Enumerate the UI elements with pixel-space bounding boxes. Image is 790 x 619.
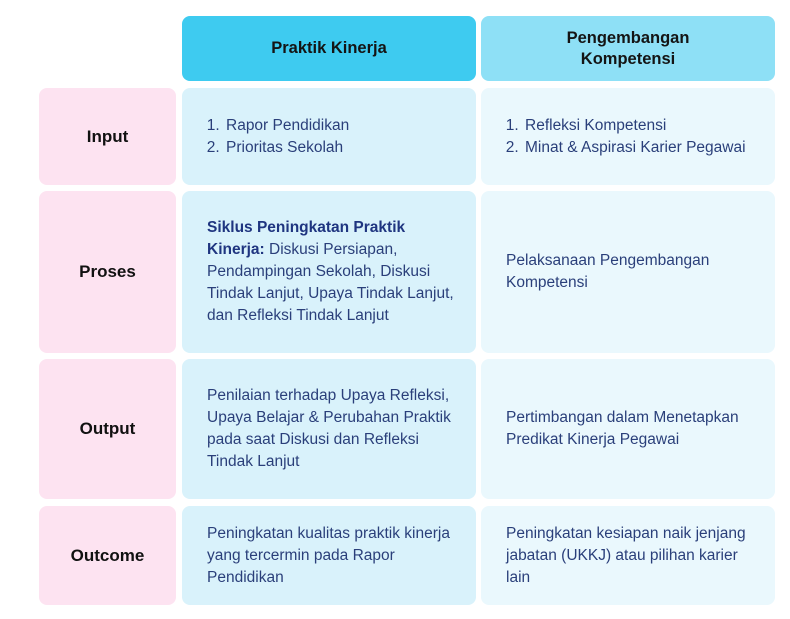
header-line-1: Pengembangan (566, 28, 690, 47)
row-label-proses-text: Proses (79, 262, 136, 281)
output-kompetensi-text: Pertimbangan dalam Menetapkan Predikat Kinerja Pegawai (506, 409, 739, 448)
row-label-outcome (39, 506, 176, 605)
header-praktik-kinerja-label: Praktik Kinerja (271, 39, 387, 57)
header-line-2: Kompetensi (580, 49, 676, 68)
proses-praktik-bold: Siklus Peningkatan Praktik Kinerja: (207, 219, 406, 258)
cell-output-praktik (182, 359, 476, 499)
row-label-outcome-text: Outcome (70, 545, 145, 565)
cell-outcome-praktik (182, 506, 476, 605)
header-praktik-kinerja (182, 16, 476, 81)
row-label-proses (39, 191, 176, 353)
outcome-kompetensi-text: Peningkatan kesiapan naik jenjang jabatan (UKKJ) atau pilihan karier lain (506, 524, 746, 586)
cell-output-kompetensi (481, 359, 775, 499)
row-label-input-text: Input (86, 126, 129, 146)
proses-praktik-rest: Diskusi Persiapan, Pendampingan Sekolah, Diskusi Tindak Lanjut, Upaya Tindak Lanjut, dan Refleksi Tindak Lanjut (207, 241, 454, 324)
cell-input-praktik (182, 88, 476, 185)
outcome-praktik-text: Peningkatan kualitas praktik kinerja yang tercermin pada Rapor Pendidikan (207, 524, 450, 586)
output-praktik-text: Penilaian terhadap Upaya Refleksi, Upaya Belajar & Perubahan Praktik pada saat Diskusi dan Refleksi Tindak Lanjut (207, 387, 451, 470)
cell-proses-kompetensi (481, 191, 775, 353)
proses-kompetensi-text: Pelaksanaan Pengembangan Kompetensi (506, 252, 710, 291)
list-item: 2. Minat & Aspirasi Karier Pegawai (523, 137, 753, 159)
row-label-output-text: Output (79, 419, 136, 438)
list-item: 1. Rapor Pendidikan (224, 115, 454, 137)
row-label-output (39, 359, 176, 499)
input-kompetensi-list (491, 115, 753, 159)
list-item: 2. Prioritas Sekolah (224, 137, 454, 159)
proses-praktik-text (182, 217, 476, 327)
header-pengembangan-kompetensi-label (481, 28, 775, 70)
list-item: 1. Refleksi Kompetensi (523, 115, 753, 137)
row-label-input (39, 88, 176, 185)
cell-input-kompetensi (481, 88, 775, 185)
cell-outcome-kompetensi (481, 506, 775, 605)
cell-proses-praktik (182, 191, 476, 353)
header-pengembangan-kompetensi (481, 16, 775, 81)
input-praktik-list (192, 115, 454, 159)
